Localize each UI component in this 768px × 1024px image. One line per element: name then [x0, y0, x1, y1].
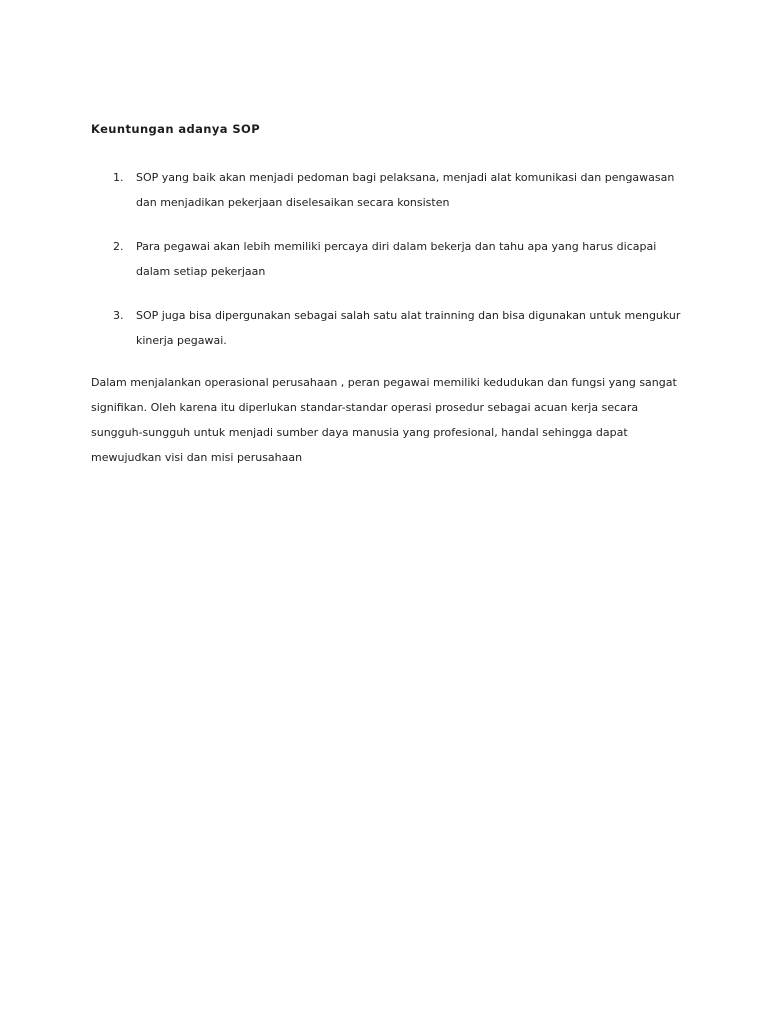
list-item: [91, 234, 691, 284]
list-item-text: SOP juga bisa dipergunakan sebagai salah satu alat trainning dan bisa digunakan untuk mengukur kinerja pegawai.: [136, 309, 681, 347]
list-item: [91, 303, 691, 353]
list-item-number: 3.: [113, 309, 124, 322]
benefits-list: [91, 165, 691, 372]
list-item-number: 1.: [113, 171, 124, 184]
list-item-number: 2.: [113, 240, 124, 253]
list-item-text: Para pegawai akan lebih memiliki percaya diri dalam bekerja dan tahu apa yang harus dicapai dalam setiap pekerjaan: [136, 240, 657, 278]
section-heading: Keuntungan adanya SOP: [91, 122, 261, 136]
list-item-text: SOP yang baik akan menjadi pedoman bagi pelaksana, menjadi alat komunikasi dan pengawasan dan menjadikan pekerjaan diselesaikan secara konsisten: [136, 171, 675, 209]
body-paragraph: Dalam menjalankan operasional perusahaan , peran pegawai memiliki kedudukan dan fungsi yang sangat signifikan. Oleh karena itu diperlukan standar-standar operasi prosedur sebagai acuan kerja secara sungguh-sungguh untuk menjadi sumber daya manusia yang profesional, handal sehingga dapat mewujudkan visi dan misi perusahaan: [91, 376, 677, 464]
list-item: [91, 165, 691, 215]
